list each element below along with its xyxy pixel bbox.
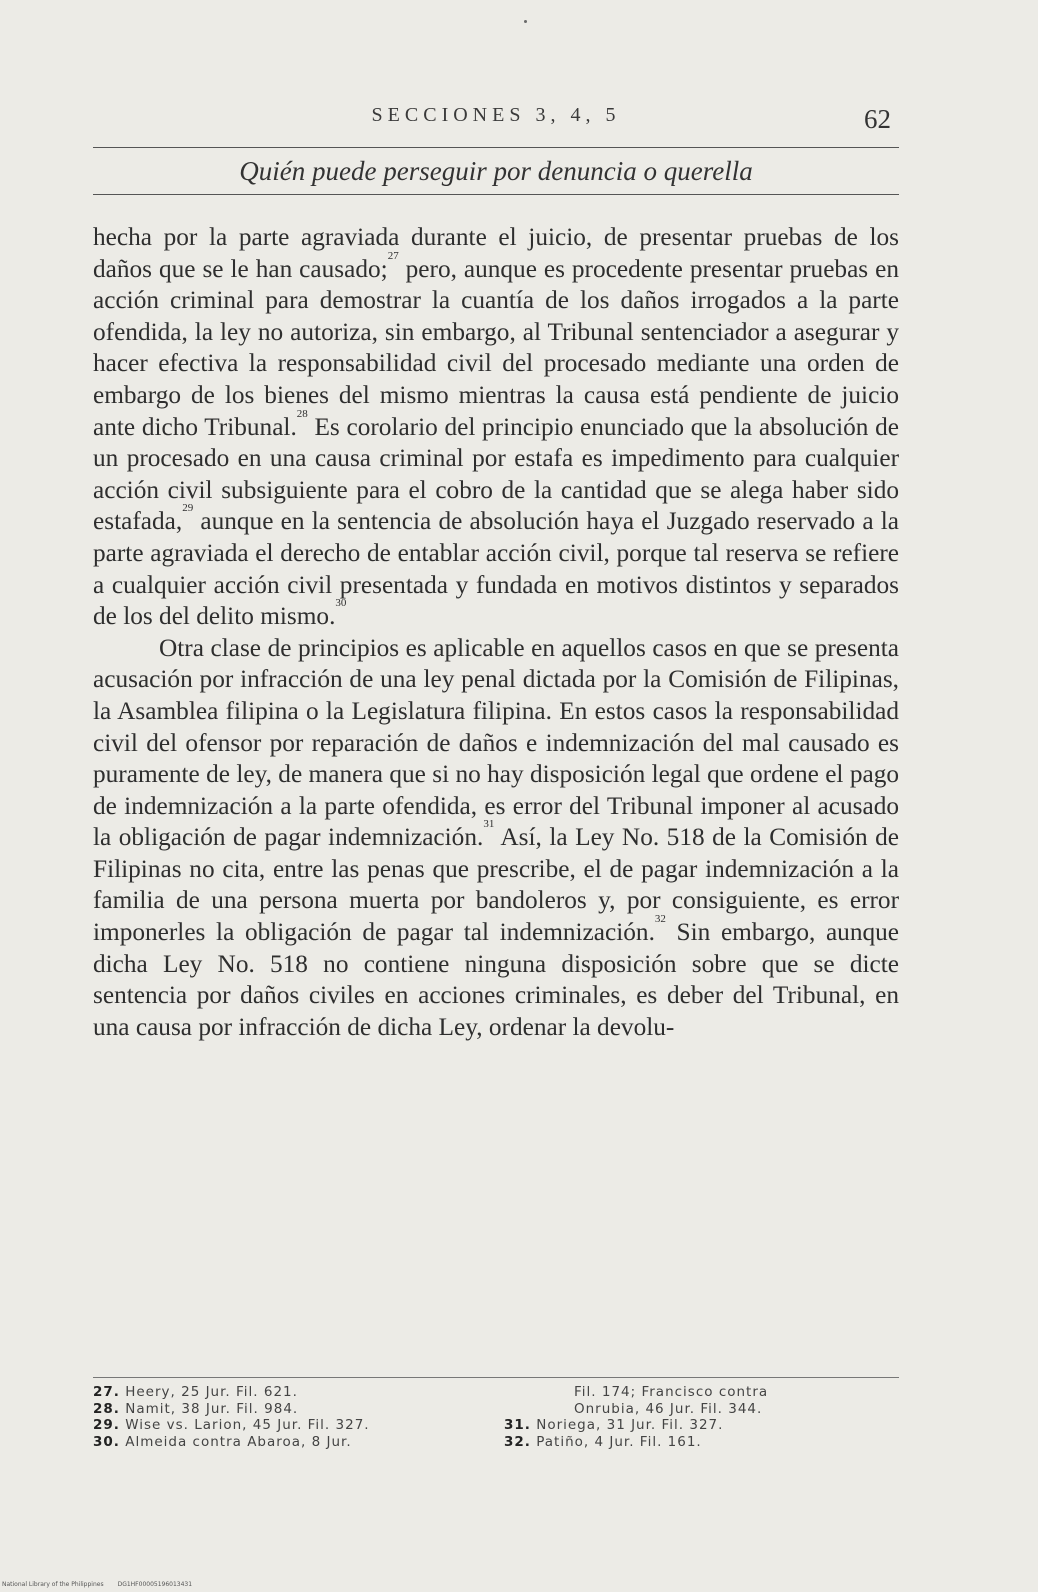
footnote-text: Wise vs. Larion, 45 Jur. Fil. 327. xyxy=(125,1417,370,1434)
footnote-column-right xyxy=(504,1384,899,1450)
footnote-item xyxy=(504,1417,899,1434)
footnote-text: Heery, 25 Jur. Fil. 621. xyxy=(125,1384,298,1400)
footnote-text: Almeida contra Abaroa, 8 Jur. xyxy=(125,1433,352,1450)
text-run: aunque en la sentencia de absolución haya el Juzgado reservado a la parte agraviada el derecho de entablar acción civil, porque tal reserva se refiere a cualquier acción civil presentada y fundada en motivos distintos y separados de los del delito mismo. xyxy=(93,507,899,631)
footnote-continuation xyxy=(504,1384,899,1401)
footnote-number: 32. xyxy=(504,1433,531,1450)
footnote-item xyxy=(93,1417,488,1434)
text-run: Otra clase de principios es aplicable en aquellos casos en que se presenta acusación por infracción de una ley penal dictada por la Comisión de Filipinas, la Asamblea filipina o la Legislatura filipina. En estos casos la responsabilidad civil del ofensor por reparación de daños e indemnización del mal causado es puramente de ley, de manera que si no hay disposición legal que ordene el pago de indemnización a la parte ofendida, es error del Tribunal imponer al acusado la obligación de pagar indemnización. xyxy=(93,633,899,852)
footnote-ref: 29 xyxy=(182,502,194,515)
text-run: Sin embargo, aunque dicha Ley No. 518 no contiene ninguna disposición sobre que se dicte sentencia por daños civiles en acciones criminales, es deber del Tribunal, en una causa por infracción de dicha Ley, ordenar la devolu- xyxy=(93,918,900,1041)
footnote-number: 27. xyxy=(93,1384,120,1400)
paragraph xyxy=(93,222,899,633)
footnote-text: Fil. 174; Francisco contra xyxy=(574,1384,769,1400)
footnote-text: Patiño, 4 Jur. Fil. 161. xyxy=(536,1433,702,1450)
footnote-ref: 27 xyxy=(387,249,399,262)
page-subtitle: Quién puede perseguir por denuncia o querella xyxy=(239,156,753,186)
footnote-ref: 30 xyxy=(335,597,347,610)
text-run: Es corolario del principio enunciado que la absolución de un procesado en una causa criminal por estafa es impedimento para cualquier acción civil subsiguiente para el cobro de la cantidad que se alega haber sido estafada, xyxy=(93,412,899,536)
text-run: pero, aunque es procedente presentar pruebas en acción criminal para demostrar la cuantía de los daños irrogados a la parte ofendida, la ley no autoriza, sin embargo, al Tribunal sentenciador a asegurar y hacer efectiva la responsabilidad civil del procesado mediante una orden de embargo de los bienes del mismo mientras la causa está pendiente de juicio ante dicho Tribunal. xyxy=(93,254,899,441)
credit-institution: National Library of the Philippines xyxy=(2,1581,104,1588)
running-header xyxy=(93,104,899,140)
footnote-item xyxy=(93,1434,488,1451)
footnote-ref: 28 xyxy=(296,407,308,420)
paragraph xyxy=(93,633,899,1044)
footnotes xyxy=(93,1384,899,1450)
header-rule xyxy=(93,147,899,148)
print-speck xyxy=(524,20,527,23)
subtitle-rule xyxy=(93,194,899,195)
footnote-ref: 32 xyxy=(654,913,666,926)
footnote-item xyxy=(93,1384,488,1401)
footnote-ref: 31 xyxy=(483,818,495,831)
footnote-text: Onrubia, 46 Jur. Fil. 344. xyxy=(574,1400,763,1417)
footnote-text: Namit, 38 Jur. Fil. 984. xyxy=(125,1400,299,1417)
text-run: Así, la Ley No. 518 de la Comisión de Filipinas no cita, entre las penas que prescribe, el de pagar indemnización a la familia de una persona muerta por bandoleros y, por consiguiente, es error imponerles la obligación de pagar tal indemnización. xyxy=(93,823,899,947)
footnote-item xyxy=(504,1434,899,1451)
footnote-text: Noriega, 31 Jur. Fil. 327. xyxy=(536,1417,724,1434)
text-run: hecha por la parte agraviada durante el juicio, de presentar pruebas de los daños que se le han causado; xyxy=(93,223,899,283)
footnote-number: 28. xyxy=(93,1400,120,1417)
footnote-number: 29. xyxy=(93,1417,120,1434)
footnote-continuation xyxy=(504,1401,899,1418)
footnote-number: 30. xyxy=(93,1433,120,1450)
footnote-number: 31. xyxy=(504,1417,531,1434)
footnote-rule xyxy=(93,1377,899,1378)
scan-credit xyxy=(2,1581,192,1588)
section-title: SECCIONES 3, 4, 5 xyxy=(371,104,621,126)
body-text xyxy=(93,222,899,1043)
page-number: 62 xyxy=(864,104,891,134)
credit-code: DG1HF00005196013431 xyxy=(117,1581,193,1588)
footnote-item xyxy=(93,1401,488,1418)
footnote-column-left xyxy=(93,1384,488,1450)
